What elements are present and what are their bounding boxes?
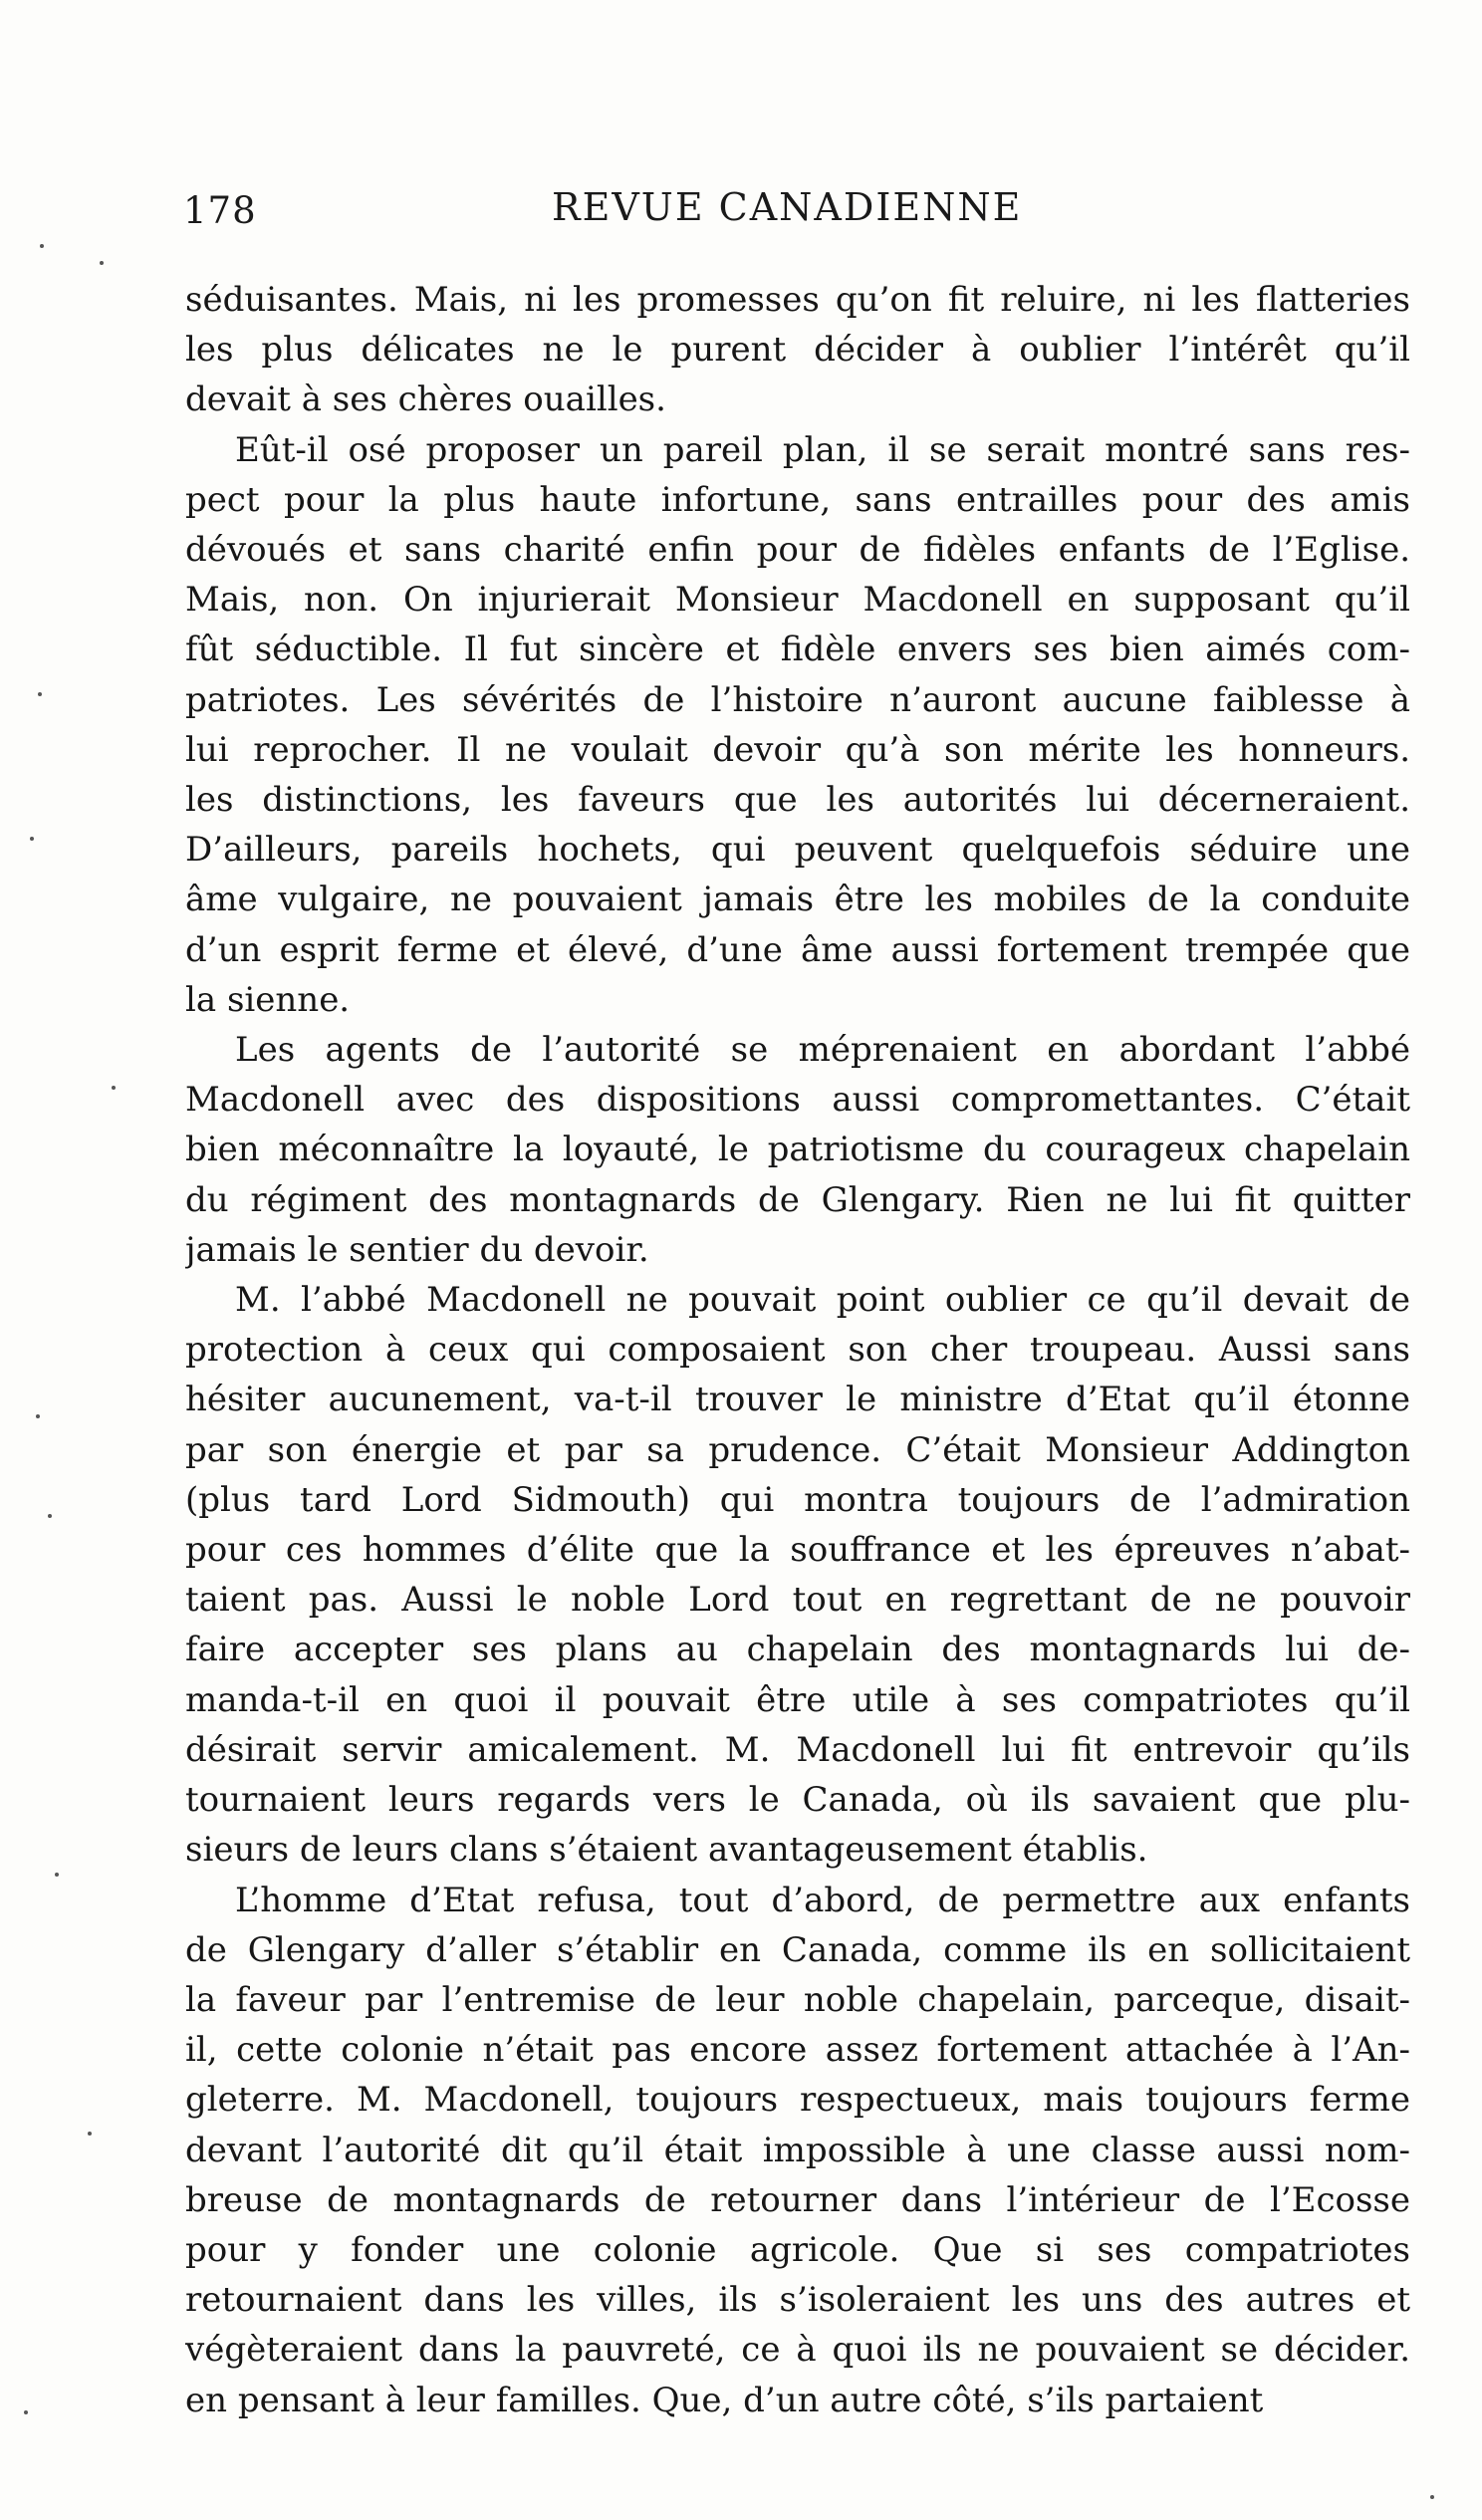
text-line: végèteraient dans la pauvreté, ce à quoi ils ne pouvaient se décider. (185, 2330, 1410, 2371)
text-line: gleterre. M. Macdonell, toujours respectueux, mais toujours ferme (185, 2080, 1410, 2121)
scan-speck (24, 2410, 28, 2414)
scan-speck (88, 2132, 92, 2136)
scan-speck (100, 261, 104, 265)
text-line: faire accepter ses plans au chapelain des montagnards lui de- (185, 1630, 1410, 1670)
running-title: REVUE CANADIENNE (552, 185, 1023, 229)
text-line: retournaient dans les villes, ils s’isoleraient les uns des autres et (185, 2280, 1410, 2321)
text-line: la faveur par l’entremise de leur noble chapelain, parceque, disait- (185, 1979, 1410, 2020)
text-line: M. l’abbé Macdonell ne pouvait point oublier ce qu’il devait de (235, 1280, 1410, 1321)
text-line: de Glengary d’aller s’établir en Canada, comme ils en sollicitaient (185, 1929, 1410, 1970)
text-line: jamais le sentier du devoir. (185, 1229, 649, 1270)
text-line: pect pour la plus haute infortune, sans entrailles pour des amis (185, 479, 1410, 520)
text-line: âme vulgaire, ne pouvaient jamais être les mobiles de la conduite (185, 880, 1410, 920)
scan-speck (55, 1873, 59, 1877)
scan-speck (1430, 2495, 1434, 2499)
text-line: Les agents de l’autorité se méprenaient en abordant l’abbé (235, 1030, 1410, 1071)
text-line: il, cette colonie n’était pas encore assez fortement attachée à l’An- (185, 2030, 1410, 2071)
text-line: fût séductible. Il fut sincère et fidèle envers ses bien aimés com- (185, 630, 1410, 670)
body-text (185, 275, 1410, 2425)
text-line: protection à ceux qui composaient son cher troupeau. Aussi sans (185, 1330, 1410, 1371)
text-line: en pensant à leur familles. Que, d’un autre côté, s’ils partaient (185, 2380, 1264, 2420)
text-line: tournaient leurs regards vers le Canada, où ils savaient que plu- (185, 1780, 1410, 1821)
text-line: taient pas. Aussi le noble Lord tout en regrettant de ne pouvoir (185, 1580, 1410, 1621)
text-line: sieurs de leurs clans s’étaient avantageusement établis. (185, 1830, 1148, 1871)
text-line: devant l’autorité dit qu’il était impossible à une classe aussi nom- (185, 2130, 1410, 2170)
text-line: Eût-il osé proposer un pareil plan, il se serait montré sans res- (235, 429, 1410, 470)
text-line: bien méconnaître la loyauté, le patriotisme du courageux chapelain (185, 1130, 1410, 1170)
text-line: les distinctions, les faveurs que les autorités lui décerneraient. (185, 780, 1410, 821)
scan-speck (48, 1514, 52, 1518)
text-line: hésiter aucunement, va-t-il trouver le ministre d’Etat qu’il étonne (185, 1380, 1410, 1420)
paragraph (185, 1275, 1410, 1875)
text-line: devait à ses chères ouailles. (185, 379, 666, 420)
paragraph (185, 275, 1410, 425)
paragraph (185, 1876, 1410, 2425)
text-line: manda-t-il en quoi il pouvait être utile à ses compatriotes qu’il (185, 1679, 1410, 1720)
text-line: L’homme d’Etat refusa, tout d’abord, de permettre aux enfants (235, 1880, 1410, 1920)
text-line: D’ailleurs, pareils hochets, qui peuvent quelquefois séduire une (185, 830, 1410, 871)
text-line: (plus tard Lord Sidmouth) qui montra toujours de l’admiration (185, 1479, 1410, 1520)
text-line: Macdonell avec des dispositions aussi compromettantes. C’était (185, 1080, 1410, 1121)
text-line: séduisantes. Mais, ni les promesses qu’on fit reluire, ni les flatteries (185, 280, 1410, 320)
text-line: les plus délicates ne le purent décider à oublier l’intérêt qu’il (185, 330, 1410, 371)
text-line: du régiment des montagnards de Glengary. Rien ne lui fit quitter (185, 1179, 1410, 1220)
text-line: dévoués et sans charité enfin pour de fidèles enfants de l’Eglise. (185, 530, 1410, 571)
scan-speck (38, 692, 42, 696)
paragraph (185, 1025, 1410, 1275)
text-line: la sienne. (185, 979, 351, 1020)
text-line: désirait servir amicalement. M. Macdonell lui fit entrevoir qu’ils (185, 1729, 1410, 1770)
text-line: par son énergie et par sa prudence. C’était Monsieur Addington (185, 1429, 1410, 1470)
scan-speck (36, 1414, 40, 1418)
text-line: lui reprocher. Il ne voulait devoir qu’à son mérite les honneurs. (185, 729, 1410, 770)
scan-speck (112, 1086, 116, 1090)
scan-speck (30, 837, 34, 841)
paragraph (185, 425, 1410, 1025)
page-number: 178 (183, 189, 257, 232)
page-header (183, 185, 1418, 249)
scan-speck (40, 244, 44, 248)
text-line: patriotes. Les sévérités de l’histoire n’auront aucune faiblesse à (185, 679, 1410, 720)
text-line: Mais, non. On injurierait Monsieur Macdonell en supposant qu’il (185, 580, 1410, 621)
text-line: breuse de montagnards de retourner dans l’intérieur de l’Ecosse (185, 2179, 1410, 2220)
text-line: d’un esprit ferme et élevé, d’une âme aussi fortement trempée que (185, 929, 1410, 970)
text-line: pour ces hommes d’élite que la souffrance et les épreuves n’abat- (185, 1530, 1410, 1571)
text-line: pour y fonder une colonie agricole. Que si ses compatriotes (185, 2229, 1410, 2270)
